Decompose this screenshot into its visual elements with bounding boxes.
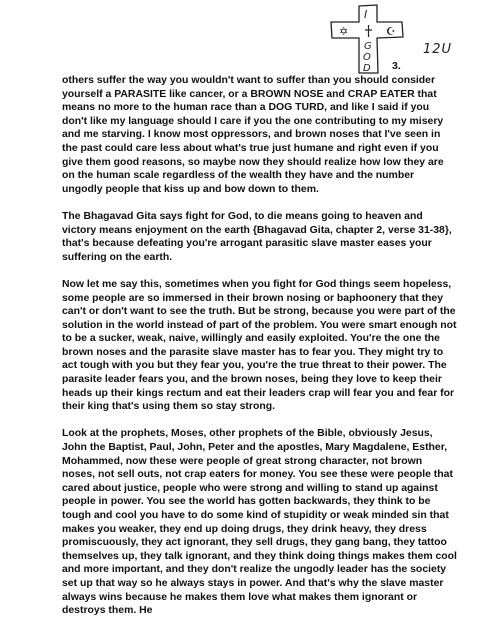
cross-letter-g: G [364, 41, 372, 52]
cross-letter-i: I [364, 8, 368, 21]
crescent-icon: ☪ [386, 25, 396, 38]
body-text [62, 74, 457, 618]
cross-letter-d: D [363, 63, 371, 74]
star-of-david-icon: ✡ [339, 25, 349, 38]
paragraph: others suffer the way you wouldn't want to suffer than you should consider yourself a PARASITE like cancer, or a BROWN NOSE and CRAP EATER that means no more to the human race than a DOG TURD, and like I said if you don't like my language should I care if you the one contributing to my misery and me starving. I know most oppressors, and brown noses that I've seen in the past could care less about what's true just humane and right even if you give them good reasons, so maybe now they should realize how low they are on the human scale regardless of the wealth they have and the number ungodly people that kiss up and bow down to them. [62, 75, 444, 195]
handwritten-number: 12U [423, 42, 453, 57]
paragraph: Look at the prophets, Moses, other prophets of the Bible, obviously Jesus, John the Baptist, Paul, John, Peter and the apostles, Mary Magdalene, Esther, Mohammed, now these were people of great strong character, not brown noses, not sell outs, not crap eaters for money. You see these were people that cared about justice, people who were strong and willing to stand up against people in power. You see the world has gotten backwards, they think to be tough and cool you have to do some kind of stupidity or weak minded sin that makes you weaker, they end up doing drugs, they drink heavy, they dress promiscuously, they act ignorant, they sell drugs, they gang bang, they tattoo themselves up, they talk ignorant, and they think doing things makes them cool and more important, and they don't realize the ungodly leader has the society set up that way so he always stays in power. And that's why the slave master always wins because he makes them love what makes them ignorant or destroys them. He [62, 428, 457, 617]
page-number: 3. [392, 60, 401, 72]
cross-letter-o: O [363, 52, 371, 63]
paragraph: The Bhagavad Gita says fight for God, to die means going to heaven and victory means enjoyment on the earth {Bhagavad Gita, chapter 2, verse 31-38}, that's because defeating you're arrogant parasitic slave master eases your suffering on the earth. [62, 210, 452, 263]
paragraph: Now let me say this, sometimes when you fight for God things seem hopeless, some people are so immersed in their brown nosing or baphoonery that they can't or don't want to see the truth. But be strong, because you were part of the solution in the world instead of part of the problem. You were smart enough not to be a sucker, weak, naive, willingly and easily exploited. You're the one the brown noses and the parasite slave master has to fear you. They might try to act tough with you but they fear you, you're the true threat to their power. The parasite leader fears you, and the brown noses, being they love to keep their heads up their kings rectum and eat their leaders crap will fear you and fear for their king that's using them so stay strong. [62, 278, 457, 413]
